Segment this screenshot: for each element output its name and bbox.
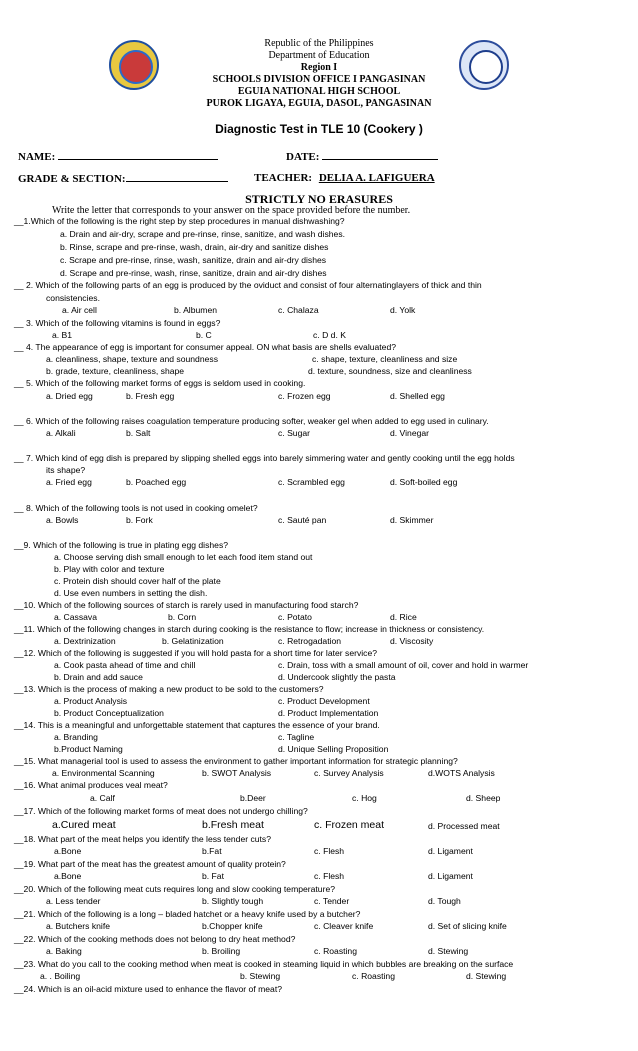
question-text: __21. Which of the following is a long – bladed hatchet or a heavy knife used by a butcher?	[14, 909, 361, 919]
question-text: __ 2. Which of the following parts of an egg is produced by the oviduct and consist of four alternatinglayers of thick and thin	[14, 280, 482, 290]
question-text: __19. What part of the meat has the greatest amount of quality protein?	[14, 859, 286, 869]
question-text: __15. What managerial tool is used to assess the environment to gather important information for strategic planning?	[14, 756, 458, 766]
answer-choice: a. Bowls	[46, 515, 79, 525]
answer-choice: d. Ligament	[428, 871, 473, 881]
answer-choice: c. Product Development	[278, 696, 370, 706]
answer-choice: d. Use even numbers in setting the dish.	[54, 588, 208, 598]
header-line-4: SCHOOLS DIVISION OFFICE I PANGASINAN	[212, 74, 426, 85]
answer-choice: b. Corn	[168, 612, 197, 622]
answer-choice: d. Ligament	[428, 846, 473, 856]
answer-choice: b. Rinse, scrape and pre-rinse, wash, drain, air-dry and sanitize dishes	[60, 242, 329, 252]
answer-choice: c. D d. K	[313, 330, 346, 340]
question-text: __23. What do you call to the cooking method when meat is cooked in steaming liquid in which bubbles are breaking on the surface	[14, 959, 514, 969]
question-text: __12. Which of the following is suggested if you will hold pasta for a short time for later service?	[14, 648, 378, 658]
question-text: __17. Which of the following market forms of meat does not undergo chilling?	[14, 806, 308, 816]
question-text: __11. Which of the following changes in starch during cooking is the resistance to flow; increase in thickness or consistency.	[14, 624, 485, 634]
question-text: __ 4. The appearance of egg is important for consumer appeal. ON what basis are shells evaluated?	[14, 342, 397, 352]
answer-choice: a.Bone	[54, 871, 82, 881]
answer-choice: b. SWOT Analysis	[202, 768, 272, 778]
question-text: __ 5. Which of the following market forms of eggs is seldom used in cooking.	[14, 378, 306, 388]
header-line-1: Republic of the Philippines	[264, 38, 374, 49]
teacher-name: DELIA A. LAFIGUERA	[318, 172, 435, 184]
name-field[interactable]	[18, 150, 218, 163]
answer-choice: d. Rice	[390, 612, 417, 622]
answer-choice: a. Environmental Scanning	[52, 768, 155, 778]
letterhead	[0, 0, 638, 112]
grade-section-field[interactable]	[18, 172, 228, 185]
answer-choice: c. shape, texture, cleanliness and size	[312, 354, 458, 364]
answer-choice: c. Flesh	[314, 871, 345, 881]
test-title: Diagnostic Test in TLE 10 (Cookery )	[215, 122, 423, 136]
answer-choice: d. Set of slicing knife	[428, 921, 507, 931]
answer-choice: c. Tender	[314, 896, 350, 906]
question-text: __24. Which is an oil-acid mixture used to enhance the flavor of meat?	[14, 984, 282, 994]
answer-choice: d. Yolk	[390, 305, 416, 315]
name-label: NAME:	[18, 151, 56, 163]
answer-choice: b. Drain and add sauce	[54, 672, 143, 682]
answer-choice: d. Stewing	[428, 946, 469, 956]
answer-choice: a. cleanliness, shape, texture and soundness	[46, 354, 218, 364]
header-line-2: Department of Education	[268, 50, 370, 61]
answer-choice: d. Skimmer	[390, 515, 434, 525]
question-text: __13. Which is the process of making a new product to be sold to the customers?	[14, 684, 324, 694]
answer-choice: b. Fresh egg	[126, 391, 175, 401]
question-text: __22. Which of the cooking methods does not belong to dry heat method?	[14, 934, 296, 944]
answer-choice: d. Product Implementation	[278, 708, 379, 718]
question-text: __ 7. Which kind of egg dish is prepared by slipping shelled eggs into barely simmering water and gently cooking until the egg holds	[14, 453, 515, 463]
answer-choice: a. Alkali	[46, 428, 76, 438]
answer-choice: b. Broiling	[202, 946, 241, 956]
answer-choice: a. Branding	[54, 732, 98, 742]
answer-choice: a.Cured meat	[52, 819, 116, 831]
question-text: __ 6. Which of the following raises coagulation temperature producing softer, weaker gel when added to egg used in culinary.	[14, 416, 489, 426]
question-text: __20. Which of the following meat cuts requires long and slow cooking temperature?	[14, 884, 336, 894]
answer-choice: b. Salt	[126, 428, 151, 438]
answer-choice: c. Roasting	[314, 946, 357, 956]
answer-choice: d. Sheep	[466, 793, 501, 803]
answer-choice: d. Processed meat	[428, 821, 500, 831]
answer-choice: b. Play with color and texture	[54, 564, 165, 574]
answer-choice: a. Dextrinization	[54, 636, 116, 646]
answer-choice: c. Drain, toss with a small amount of oil, cover and hold in warmer	[278, 660, 529, 670]
answer-choice: c. Roasting	[352, 971, 395, 981]
answer-choice: d. Shelled egg	[390, 391, 445, 401]
answer-choice: b.Fresh meat	[202, 819, 264, 831]
answer-choice: a. Choose serving dish small enough to let each food item stand out	[54, 552, 313, 562]
answer-choice: a. Fried egg	[46, 477, 92, 487]
answer-choice: b. Product Conceptualization	[54, 708, 164, 718]
date-blank[interactable]	[322, 150, 438, 160]
header-line-3: Region I	[300, 62, 338, 73]
instructions: Write the letter that corresponds to your answer on the space provided before the number.	[52, 205, 411, 216]
question-text: __14. This is a meaningful and unforgettable statement that captures the essence of your brand.	[14, 720, 380, 730]
answer-choice: c. Frozen meat	[314, 819, 385, 831]
grade-section-label: GRADE & SECTION:	[18, 173, 126, 185]
date-field[interactable]	[286, 150, 438, 163]
answer-choice: b. grade, texture, cleanliness, shape	[46, 366, 185, 376]
answer-choice: c. Sugar	[278, 428, 311, 438]
answer-choice: b. Poached egg	[126, 477, 187, 487]
answer-choice: a. Cassava	[54, 612, 97, 622]
question-text: __16. What animal produces veal meat?	[14, 780, 168, 790]
answer-choice: b.Chopper knife	[202, 921, 263, 931]
answer-choice: d. Viscosity	[390, 636, 434, 646]
header-line-6: PUROK LIGAYA, EGUIA, DASOL, PANGASINAN	[206, 98, 432, 109]
answer-choice: b.Product Naming	[54, 744, 123, 754]
question-text: __9. Which of the following is true in plating egg dishes?	[14, 540, 229, 550]
answer-choice: a. Less tender	[46, 896, 101, 906]
answer-choice: d. Unique Selling Proposition	[278, 744, 389, 754]
answer-choice: a. Product Analysis	[54, 696, 128, 706]
answer-choice: a. Drain and air-dry, scrape and pre-rinse, rinse, sanitize, and wash dishes.	[60, 229, 346, 239]
answer-choice: a. Butchers knife	[46, 921, 111, 931]
answer-choice: a. Cook pasta ahead of time and chill	[54, 660, 196, 670]
grade-section-blank[interactable]	[126, 172, 228, 182]
answer-choice: c. Scrambled egg	[278, 477, 345, 487]
answer-choice: a. Air cell	[62, 305, 97, 315]
answer-choice: b. Stewing	[240, 971, 281, 981]
answer-choice: d.WOTS Analysis	[428, 768, 495, 778]
answer-choice: a. Calf	[90, 793, 115, 803]
answer-choice: b. Fat	[202, 871, 224, 881]
answer-choice: b.Fat	[202, 846, 222, 856]
answer-choice: c. Frozen egg	[278, 391, 331, 401]
header-line-5: EGUIA NATIONAL HIGH SCHOOL	[237, 86, 401, 97]
answer-choice: d. Tough	[428, 896, 461, 906]
answer-choice: b. C	[196, 330, 212, 340]
answer-choice: c. Tagline	[278, 732, 315, 742]
answer-choice: c. Cleaver knife	[314, 921, 374, 931]
answer-choice: a. B1	[52, 330, 73, 340]
answer-choice: a.Bone	[54, 846, 82, 856]
teacher-label: TEACHER:	[254, 172, 313, 184]
answer-choice: d. Stewing	[466, 971, 507, 981]
date-label: DATE:	[286, 151, 320, 163]
teacher-field	[254, 172, 435, 184]
answer-choice: c. Potato	[278, 612, 312, 622]
answer-choice: c. Protein dish should cover half of the plate	[54, 576, 221, 586]
question-text: __ 3. Which of the following vitamins is found in eggs?	[14, 318, 221, 328]
question-text: __ 8. Which of the following tools is not used in cooking omelet?	[14, 503, 258, 513]
answer-choice: c. Scrape and pre-rinse, rinse, wash, sanitize, drain and air-dry dishes	[60, 255, 327, 265]
answer-choice: b.Deer	[240, 793, 266, 803]
answer-choice: b. Albumen	[174, 305, 217, 315]
answer-choice: c. Hog	[352, 793, 377, 803]
answer-choice: b. Gelatinization	[162, 636, 224, 646]
answer-choice: c. Flesh	[314, 846, 345, 856]
answer-choice: a. Dried egg	[46, 391, 93, 401]
answer-choice: d. texture, soundness, size and cleanliness	[308, 366, 472, 376]
no-erasures-notice: STRICTLY NO ERASURES	[245, 192, 393, 206]
answer-choice: d. Vinegar	[390, 428, 430, 438]
question-text: __1.Which of the following is the right step by step procedures in manual dishwashing?	[14, 216, 345, 226]
question-text: __10. Which of the following sources of starch is rarely used in manufacturing food starch?	[14, 600, 359, 610]
answer-choice: b. Fork	[126, 515, 153, 525]
answer-choice: d. Soft-boiled egg	[390, 477, 458, 487]
answer-choice: its shape?	[46, 465, 86, 475]
answer-choice: d. Undercook slightly the pasta	[278, 672, 396, 682]
name-blank[interactable]	[58, 150, 218, 160]
answer-choice: c. Sauté pan	[278, 515, 327, 525]
answer-choice: a. Baking	[46, 946, 82, 956]
question-text: __18. What part of the meat helps you identify the less tender cuts?	[14, 834, 272, 844]
answer-choice: b. Slightly tough	[202, 896, 264, 906]
answer-choice: a. . Boiling	[40, 971, 81, 981]
answer-choice: c. Survey Analysis	[314, 768, 384, 778]
answer-choice: consistencies.	[46, 293, 100, 303]
answer-choice: c. Chalaza	[278, 305, 319, 315]
answer-choice: d. Scrape and pre-rinse, wash, rinse, sanitize, drain and air-dry dishes	[60, 268, 327, 278]
answer-choice: c. Retrogadation	[278, 636, 342, 646]
